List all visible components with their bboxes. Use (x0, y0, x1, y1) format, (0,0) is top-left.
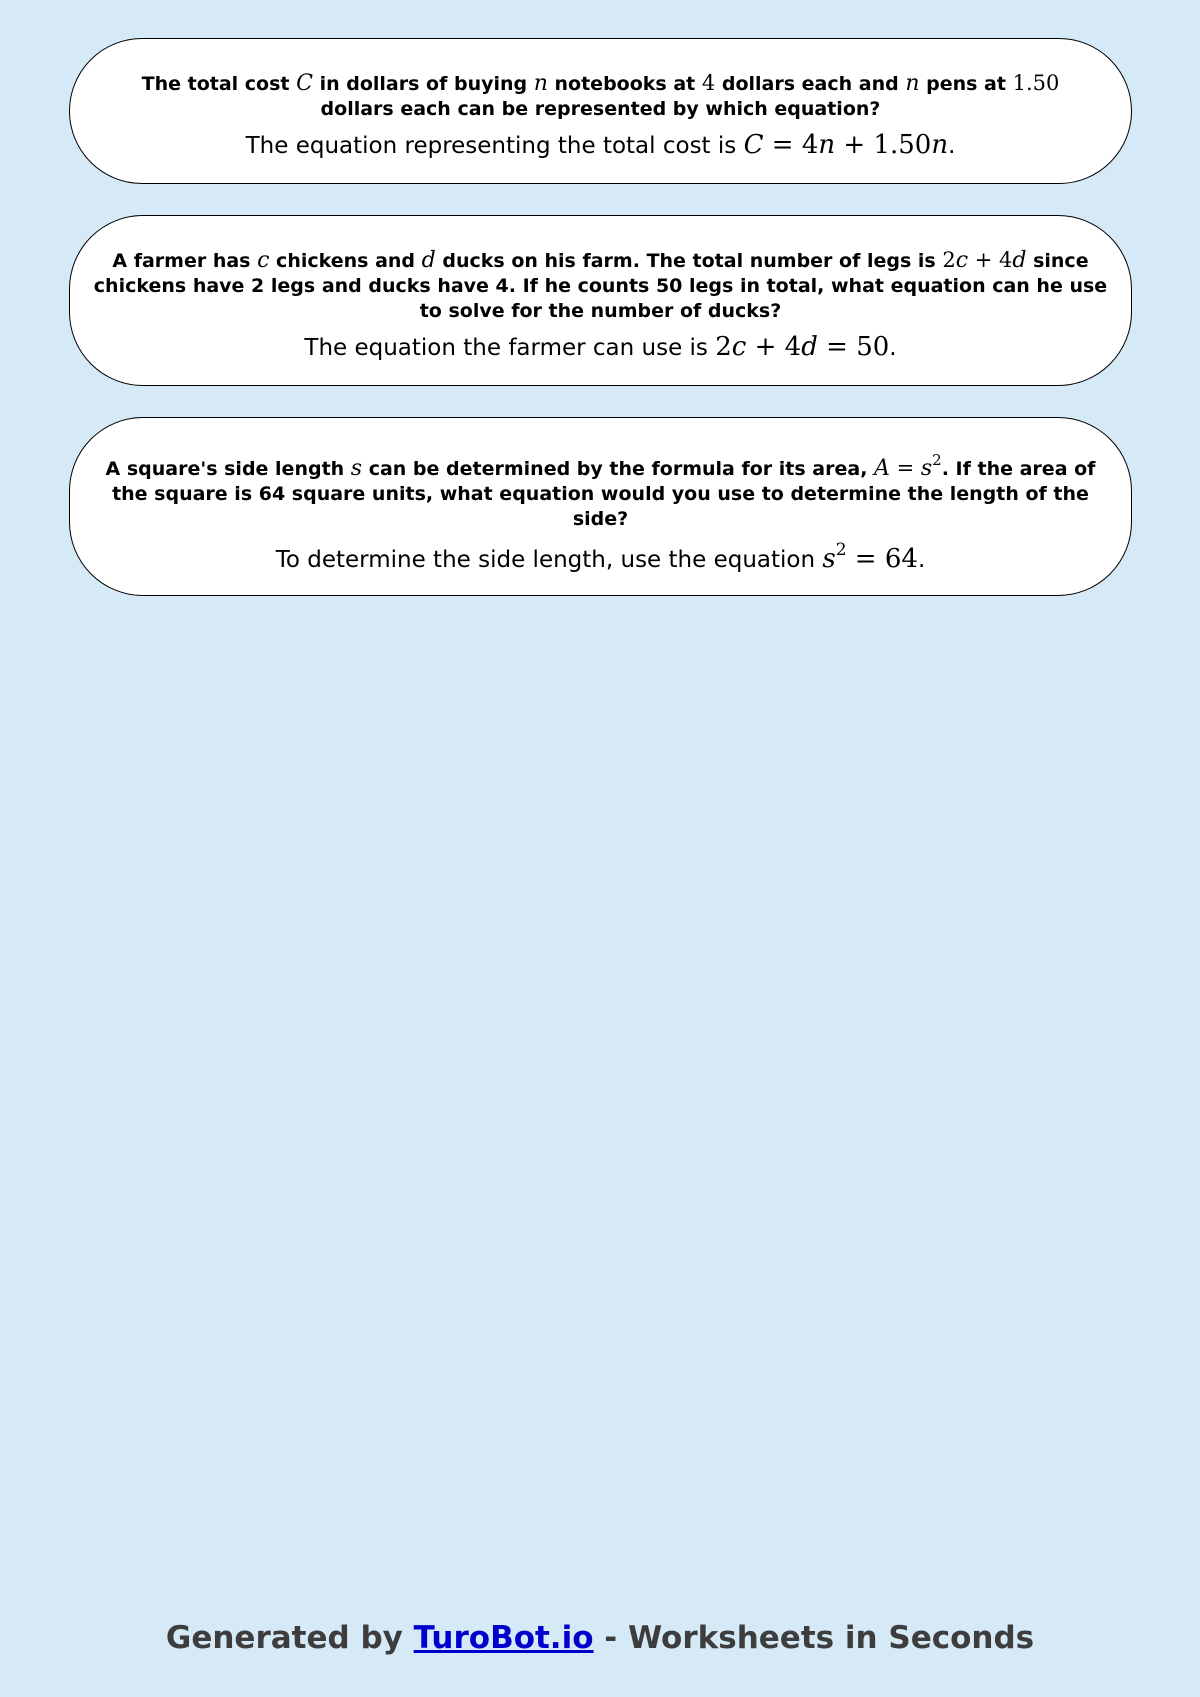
math-operator: + (746, 332, 785, 362)
math-variable: n (905, 71, 920, 96)
answer-segment: The equation representing the total cost is (245, 133, 744, 159)
problem-card (69, 215, 1132, 386)
math-number: 64 (884, 544, 918, 574)
question-segment: . If the area of the square is 64 square units, what equation would you use to determine the length of the side? (112, 458, 1096, 530)
question-segment: since chickens have 2 legs and ducks have 4. If he counts 50 legs in total, what equation can he use to solve for the number of ducks? (93, 250, 1108, 322)
math-exponent: 2 (835, 540, 847, 560)
question-segment: can be determined by the formula for its area, (362, 458, 875, 480)
question-equation (942, 250, 1026, 272)
math-number: 4 (701, 71, 716, 95)
math-number: 1.50 (1012, 71, 1060, 95)
answer-text (88, 332, 1113, 363)
question-segment: dollars each and (715, 73, 906, 95)
answer-segment: . (917, 547, 926, 573)
math-number: 4 (999, 248, 1013, 272)
math-number: 1.50 (873, 130, 932, 160)
math-variable: c (731, 332, 747, 362)
math-exponent: 2 (932, 451, 942, 469)
math-variable: A (874, 456, 890, 481)
math-variable: d (1012, 248, 1027, 273)
question-segment: ducks on his farm. The total number of legs is (435, 250, 943, 272)
math-variable: n (931, 130, 949, 160)
answer-equation (743, 130, 949, 160)
math-operator: + (835, 130, 874, 160)
question-segment: notebooks at (547, 73, 702, 95)
math-variable: n (533, 71, 548, 96)
question-segment: chickens and (269, 250, 422, 272)
math-number: 2 (942, 248, 956, 272)
question-text (88, 71, 1113, 122)
math-operator: = (817, 332, 857, 362)
problem-card (69, 417, 1132, 596)
math-variable: s (822, 544, 836, 574)
problem-card (69, 38, 1132, 184)
math-variable: n (818, 130, 836, 160)
footer-prefix: Generated by (165, 1620, 414, 1656)
answer-equation (822, 540, 918, 574)
answer-segment: . (948, 133, 956, 159)
math-variable: C (296, 71, 313, 96)
math-operator: = (889, 456, 921, 480)
math-operator: + (968, 248, 999, 272)
math-variable: s (920, 456, 933, 481)
math-variable: c (955, 248, 969, 273)
math-variable: c (257, 248, 270, 273)
footer (0, 1618, 1200, 1658)
question-equation (874, 451, 942, 481)
math-number: 4 (784, 332, 802, 362)
question-text (88, 248, 1113, 324)
math-number: 50 (856, 332, 890, 362)
turobot-link[interactable]: TuroBot.io (413, 1620, 594, 1656)
math-variable: s (350, 456, 363, 481)
math-number: 2 (715, 332, 732, 362)
math-operator: = (763, 130, 802, 160)
question-segment: pens at (919, 73, 1013, 95)
question-segment: in dollars of buying (312, 73, 534, 95)
problem-list (69, 38, 1132, 596)
question-text (88, 451, 1113, 532)
answer-text (88, 130, 1113, 161)
math-variable: d (421, 248, 436, 273)
question-segment: dollars each can be represented by which equation? (320, 98, 881, 120)
answer-text (88, 540, 1113, 575)
question-segment: A square's side length (105, 458, 351, 480)
math-number: 4 (801, 130, 819, 160)
answer-segment: The equation the farmer can use is (304, 335, 716, 361)
answer-segment: To determine the side length, use the equation (275, 547, 823, 573)
question-segment: A farmer has (112, 250, 258, 272)
answer-segment: . (889, 335, 897, 361)
math-variable: C (743, 130, 764, 160)
math-operator: = (846, 544, 885, 574)
math-variable: d (801, 332, 818, 362)
question-segment: The total cost (141, 73, 297, 95)
footer-suffix: - Worksheets in Seconds (593, 1620, 1035, 1656)
answer-equation (715, 332, 890, 362)
